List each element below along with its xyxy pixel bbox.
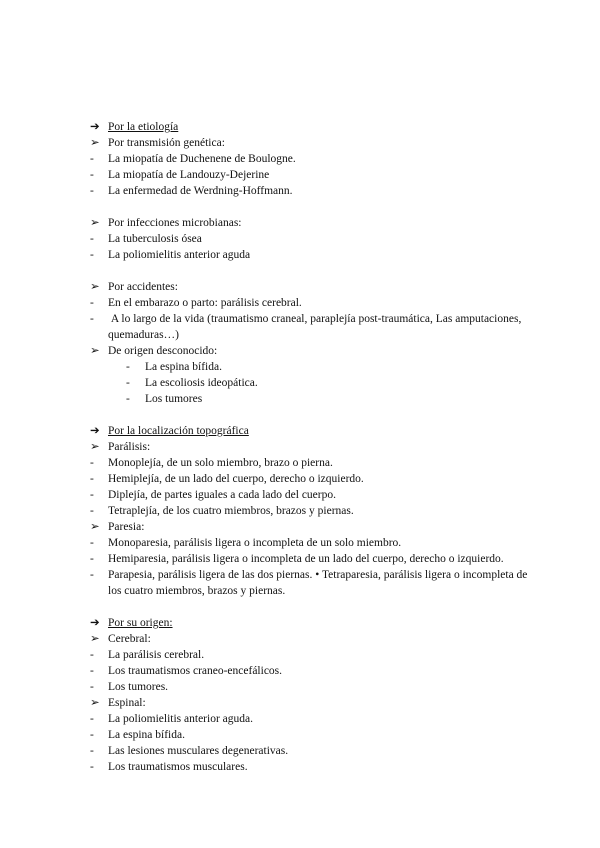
list-item xyxy=(90,711,540,727)
arrow-bullet-icon: ➔ xyxy=(90,121,100,133)
group-title xyxy=(90,279,540,295)
list-item-text: Diplejía, de partes iguales a cada lado del cuerpo. xyxy=(108,489,336,501)
dash-bullet: - xyxy=(90,713,94,725)
list-item xyxy=(90,759,540,775)
list-item xyxy=(90,295,540,311)
list-item-text: La enfermedad de Werdning-Hoffmann. xyxy=(108,185,293,197)
section-heading-text: Por la localización topográfica xyxy=(108,425,249,437)
section-heading-text: Por la etiología xyxy=(108,121,179,133)
group-title xyxy=(90,135,540,151)
list-item xyxy=(90,567,540,599)
list-item-text: La miopatía de Landouzy-Dejerine xyxy=(108,169,270,181)
list-item-text: La parálisis cerebral. xyxy=(108,649,205,661)
group-title xyxy=(90,631,540,647)
chevron-bullet-icon: ➢ xyxy=(90,633,100,645)
dash-bullet: - xyxy=(90,553,94,565)
chevron-bullet-icon: ➢ xyxy=(90,345,100,357)
group-title-text: Por accidentes: xyxy=(108,281,178,293)
list-item xyxy=(90,151,540,167)
list-item-text: La miopatía de Duchenene de Boulogne. xyxy=(108,153,296,165)
group-title xyxy=(90,343,540,359)
list-item xyxy=(90,679,540,695)
chevron-bullet-icon: ➢ xyxy=(90,441,100,453)
list-item-text: En el embarazo o parto: parálisis cerebral. xyxy=(108,297,302,309)
group-title-text: De origen desconocido: xyxy=(108,345,218,357)
list-item-text: A lo largo de la vida (traumatismo craneal, paraplejía post-traumática, Las amputaciones, quemaduras…) xyxy=(108,313,525,341)
list-item xyxy=(90,727,540,743)
list-item xyxy=(90,743,540,759)
list-item xyxy=(90,487,540,503)
list-item-text: Tetraplejía, de los cuatro miembros, brazos y piernas. xyxy=(108,505,354,517)
group-title-text: Por transmisión genética: xyxy=(108,137,225,149)
list-item xyxy=(90,663,540,679)
section-heading-topografica xyxy=(90,423,540,439)
dash-bullet: - xyxy=(90,681,94,693)
dash-bullet: - xyxy=(126,377,130,389)
group-title xyxy=(90,439,540,455)
list-item-text: Los traumatismos craneo-encefálicos. xyxy=(108,665,283,677)
chevron-bullet-icon: ➢ xyxy=(90,217,100,229)
arrow-bullet-icon: ➔ xyxy=(90,617,100,629)
dash-bullet: - xyxy=(90,745,94,757)
spacer xyxy=(90,263,540,279)
list-item-text: Los tumores. xyxy=(108,681,169,693)
group-title xyxy=(90,519,540,535)
dash-bullet: - xyxy=(90,649,94,661)
list-item-text: La espina bífida. xyxy=(145,361,222,373)
group-title xyxy=(90,695,540,711)
group-title-text: Paresia: xyxy=(108,521,145,533)
dash-bullet: - xyxy=(90,457,94,469)
dash-bullet: - xyxy=(90,297,94,309)
dash-bullet: - xyxy=(90,569,94,581)
spacer xyxy=(90,199,540,215)
chevron-bullet-icon: ➢ xyxy=(90,137,100,149)
dash-bullet: - xyxy=(90,153,94,165)
list-item-text: La poliomielitis anterior aguda. xyxy=(108,713,253,725)
list-item-text: Los traumatismos musculares. xyxy=(108,761,248,773)
list-item xyxy=(90,455,540,471)
dash-bullet: - xyxy=(90,489,94,501)
dash-bullet: - xyxy=(90,505,94,517)
list-item xyxy=(90,535,540,551)
chevron-bullet-icon: ➢ xyxy=(90,521,100,533)
dash-bullet: - xyxy=(90,169,94,181)
arrow-bullet-icon: ➔ xyxy=(90,425,100,437)
list-item-text: Hemiparesia, parálisis ligera o incompleta de un lado del cuerpo, derecho o izquierdo. xyxy=(108,553,504,565)
list-item xyxy=(90,375,540,391)
list-item xyxy=(90,167,540,183)
list-item xyxy=(90,471,540,487)
list-item-text: La escoliosis ideopática. xyxy=(145,377,258,389)
document-body xyxy=(90,119,540,775)
group-title-text: Por infecciones microbianas: xyxy=(108,217,242,229)
dash-bullet: - xyxy=(90,729,94,741)
list-item xyxy=(90,647,540,663)
dash-bullet: - xyxy=(90,185,94,197)
spacer xyxy=(90,599,540,615)
group-title-text: Cerebral: xyxy=(108,633,151,645)
list-item xyxy=(90,247,540,263)
list-item xyxy=(90,391,540,407)
list-item-text: Los tumores xyxy=(145,393,203,405)
dash-bullet: - xyxy=(90,761,94,773)
dash-bullet: - xyxy=(90,537,94,549)
list-item-text: Hemiplejía, de un lado del cuerpo, derecho o izquierdo. xyxy=(108,473,364,485)
list-item-text: La poliomielitis anterior aguda xyxy=(108,249,251,261)
dash-bullet: - xyxy=(126,361,130,373)
dash-bullet: - xyxy=(126,393,130,405)
list-item-text: Monoplejía, de un solo miembro, brazo o pierna. xyxy=(108,457,333,469)
section-heading-origen xyxy=(90,615,540,631)
group-title xyxy=(90,215,540,231)
list-item-text: Las lesiones musculares degenerativas. xyxy=(108,745,289,757)
dash-bullet: - xyxy=(90,249,94,261)
list-item xyxy=(90,551,540,567)
spacer xyxy=(90,407,540,423)
dash-bullet: - xyxy=(90,313,94,325)
dash-bullet: - xyxy=(90,233,94,245)
group-title-text: Espinal: xyxy=(108,697,146,709)
group-title-text: Parálisis: xyxy=(108,441,151,453)
dash-bullet: - xyxy=(90,473,94,485)
list-item-text: La espina bífida. xyxy=(108,729,185,741)
list-item-text: La tuberculosis ósea xyxy=(108,233,202,245)
section-heading-etiologia xyxy=(90,119,540,135)
section-heading-text: Por su origen: xyxy=(108,617,173,629)
list-item-text: Parapesia, parálisis ligera de las dos piernas. • Tetraparesia, parálisis ligera o incompleta de los cuatro miembros, brazos y piernas. xyxy=(108,569,528,597)
list-item xyxy=(90,231,540,247)
chevron-bullet-icon: ➢ xyxy=(90,697,100,709)
chevron-bullet-icon: ➢ xyxy=(90,281,100,293)
list-item xyxy=(90,183,540,199)
list-item-text: Monoparesia, parálisis ligera o incompleta de un solo miembro. xyxy=(108,537,402,549)
list-item xyxy=(90,503,540,519)
list-item xyxy=(90,359,540,375)
list-item xyxy=(90,311,540,343)
dash-bullet: - xyxy=(90,665,94,677)
